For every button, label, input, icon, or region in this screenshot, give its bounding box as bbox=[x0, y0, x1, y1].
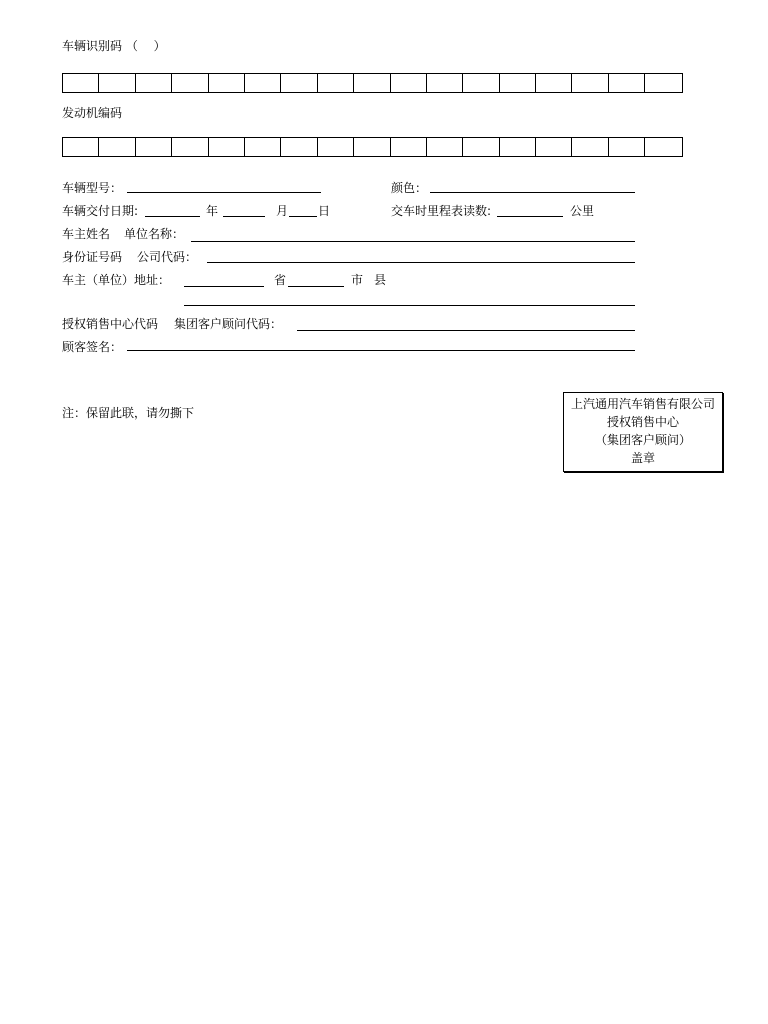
engine-cell[interactable] bbox=[572, 138, 608, 156]
day-line[interactable] bbox=[289, 216, 317, 217]
month-line[interactable] bbox=[223, 216, 265, 217]
day-label: 日 bbox=[318, 204, 331, 218]
vin-cell[interactable] bbox=[209, 74, 245, 92]
km-label: 公里 bbox=[570, 204, 595, 218]
vin-cell[interactable] bbox=[572, 74, 608, 92]
vin-cell[interactable] bbox=[536, 74, 572, 92]
dealer-code-label: 授权销售中心代码 bbox=[62, 317, 159, 331]
vin-cell[interactable] bbox=[354, 74, 390, 92]
address-line-2[interactable] bbox=[184, 305, 635, 306]
month-label: 月 bbox=[276, 204, 289, 218]
id-number-line[interactable] bbox=[207, 262, 635, 263]
province-line[interactable] bbox=[288, 286, 344, 287]
color-label: 颜色： bbox=[391, 181, 428, 195]
odometer-label: 交车时里程表读数: bbox=[391, 204, 492, 218]
vin-cell[interactable] bbox=[245, 74, 281, 92]
company-code-label: 公司代码： bbox=[137, 250, 198, 264]
engine-cell[interactable] bbox=[463, 138, 499, 156]
stamp-line-4: 盖章 bbox=[630, 451, 655, 465]
model-label: 车辆型号： bbox=[62, 181, 123, 195]
owner-name-label: 车主姓名 bbox=[62, 227, 111, 241]
engine-cell[interactable] bbox=[281, 138, 317, 156]
id-number-label: 身份证号码 bbox=[62, 250, 123, 264]
year-label: 年 bbox=[206, 204, 219, 218]
address-line-1[interactable] bbox=[184, 286, 264, 287]
engine-cell[interactable] bbox=[609, 138, 645, 156]
note-text: 注：保留此联，请勿撕下 bbox=[62, 406, 195, 420]
color-line[interactable] bbox=[430, 192, 635, 193]
stamp-line-2: 授权销售中心 bbox=[606, 415, 679, 429]
province-label: 省 bbox=[274, 273, 287, 287]
engine-cell[interactable] bbox=[99, 138, 135, 156]
engine-grid bbox=[62, 137, 683, 157]
engine-cell[interactable] bbox=[427, 138, 463, 156]
engine-cell[interactable] bbox=[500, 138, 536, 156]
vin-cell[interactable] bbox=[63, 74, 99, 92]
engine-cell[interactable] bbox=[245, 138, 281, 156]
vin-cell[interactable] bbox=[500, 74, 536, 92]
engine-cell[interactable] bbox=[209, 138, 245, 156]
stamp-box bbox=[563, 392, 723, 472]
engine-cell[interactable] bbox=[536, 138, 572, 156]
vin-cell[interactable] bbox=[609, 74, 645, 92]
vin-cell[interactable] bbox=[427, 74, 463, 92]
vin-cell[interactable] bbox=[281, 74, 317, 92]
engine-cell[interactable] bbox=[172, 138, 208, 156]
address-label: 车主（单位）地址： bbox=[62, 273, 171, 287]
owner-name-line[interactable] bbox=[191, 241, 635, 242]
model-line[interactable] bbox=[127, 192, 321, 193]
engine-cell[interactable] bbox=[63, 138, 99, 156]
engine-cell[interactable] bbox=[136, 138, 172, 156]
county-label: 县 bbox=[374, 273, 387, 287]
vin-cell[interactable] bbox=[172, 74, 208, 92]
engine-cell[interactable] bbox=[318, 138, 354, 156]
year-line[interactable] bbox=[145, 216, 200, 217]
engine-cell[interactable] bbox=[645, 138, 681, 156]
engine-cell[interactable] bbox=[391, 138, 427, 156]
vin-cell[interactable] bbox=[645, 74, 681, 92]
signature-label: 顾客签名： bbox=[62, 340, 123, 354]
vin-cell[interactable] bbox=[391, 74, 427, 92]
vin-cell[interactable] bbox=[99, 74, 135, 92]
vin-cell[interactable] bbox=[463, 74, 499, 92]
stamp-line-3: （集团客户顾问） bbox=[594, 433, 691, 447]
vin-grid bbox=[62, 73, 683, 93]
engine-label: 发动机编码 bbox=[62, 106, 123, 120]
delivery-date-label: 车辆交付日期: bbox=[62, 204, 139, 218]
dealer-code-line[interactable] bbox=[297, 330, 635, 331]
vin-cell[interactable] bbox=[318, 74, 354, 92]
consultant-code-label: 集团客户顾问代码： bbox=[174, 317, 283, 331]
city-label: 市 bbox=[351, 273, 364, 287]
odometer-line[interactable] bbox=[497, 216, 563, 217]
vin-label: 车辆识别码 （ ） bbox=[62, 39, 166, 53]
stamp-line-1: 上汽通用汽车销售有限公司 bbox=[570, 397, 715, 411]
signature-line[interactable] bbox=[127, 350, 635, 351]
vin-cell[interactable] bbox=[136, 74, 172, 92]
company-name-label: 单位名称： bbox=[124, 227, 185, 241]
engine-cell[interactable] bbox=[354, 138, 390, 156]
